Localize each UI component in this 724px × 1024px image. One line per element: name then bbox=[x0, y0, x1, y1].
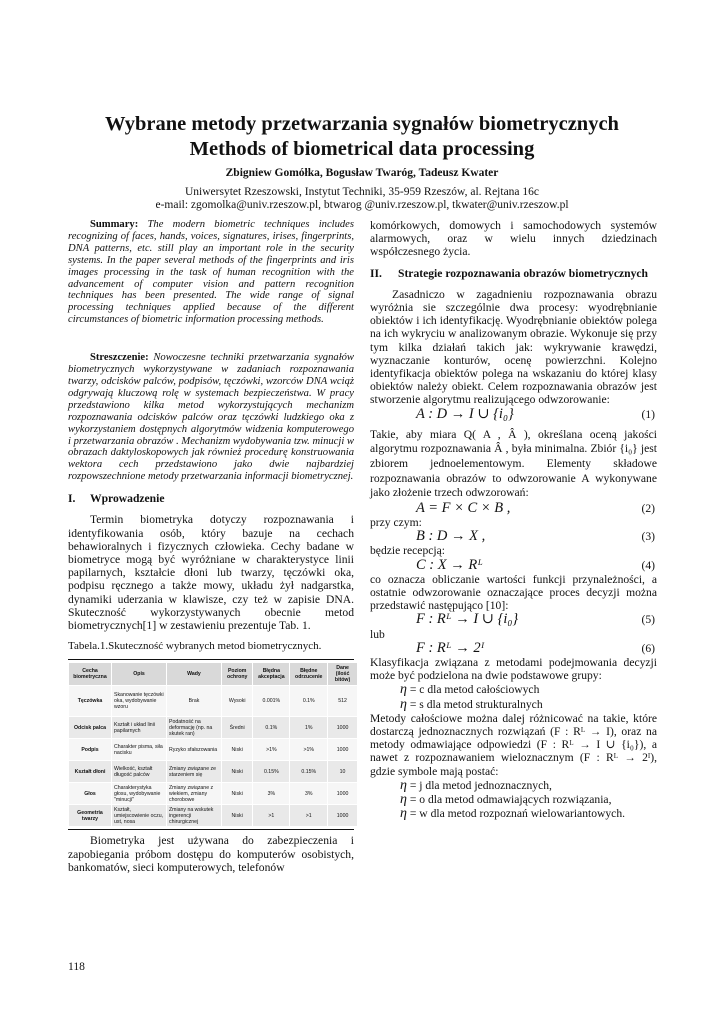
table-cell: Brak bbox=[167, 686, 222, 717]
paragraph-takie: Takie, aby miara Q( A , Â ), określana oceną jakości algorytmu rozpoznawania Â , była minimalna. Zbiór {i₀} jest zbiorem jednoelementowym. Elementy składowe rozpoznawania obrazów to odwzorowanie A wykonywane jako złożenie trzech odwzorowań: bbox=[370, 427, 657, 500]
table-header-cell: Cecha biometryczna bbox=[69, 663, 112, 686]
table-cell: 1% bbox=[290, 717, 328, 739]
left-column bbox=[68, 219, 354, 874]
paragraph-metody: Metody całościowe można dalej różnicować na takie, które dostarczą jednoznacznych rozwiązań (F : Rᴸ → I), oraz na metody odmawiające odpowiedzi (F : Rᴸ → I ∪ {i₀}), a nawet z rozpoznawaniem wieloznacznym (F : Rᴸ → 2ᴵ), gdzie symbole mają postać: bbox=[370, 711, 657, 778]
table-cell: >1 bbox=[253, 805, 290, 827]
table-cell: 0.1% bbox=[253, 717, 290, 739]
equation-4 bbox=[370, 556, 657, 573]
authors: Zbigniew Gomółka, Bogusław Twaróg, Tadeusz Kwater bbox=[225, 167, 499, 179]
equation-2-number: (2) bbox=[641, 501, 655, 515]
continued-paragraph: komórkowych, domowych i samochodowych systemów alarmowych, oraz w wielu innych dziedzinach współczesnego życia. bbox=[370, 219, 657, 259]
table-cell: Podatność na deformację (np. na skutek ran) bbox=[167, 717, 222, 739]
section-1-paragraph-2: Biometryka jest używana do zabezpieczenia i zapobiegania próbom dostępu do komputerów osobistych, bankomatów, sieci komputerowych, telefonów bbox=[68, 834, 354, 874]
eta-symbol: η bbox=[400, 777, 407, 793]
streszczenie-text: Nowoczesne techniki przetwarzania sygnałów biometrycznych wykorzystywane w zadaniach rozpoznawania twarzy, odcisków palców, podpisów, tęczówki, wzorców DNA wciąż odgrywają kluczową rolę w systemach bezpieczeństwa. W pracy przedstawiono kilka metod wykorzystujących mechanizm rozpoznawania odcisków palców oraz tęczówki ludzkiego oka z wykorzystaniem dostępnych algorytmów widzenia komputerowego i przetwarzania obrazów . Mechanizm wydobywania tzw. minucji w obrazach daktyloskopowych jak również procedurę konstruowania wektora cech przedstawiono jako dwie najbardziej rozpowszechnione metody przetwarzania informacji biometrycznej. bbox=[68, 352, 354, 483]
table-cell: >1% bbox=[290, 739, 328, 761]
table-header-row bbox=[69, 663, 358, 686]
equation-3 bbox=[370, 530, 657, 543]
text-bedzie-recepcja: będzie recepcją: bbox=[370, 544, 445, 558]
table-cell: Zmiany związane ze starzeniem się bbox=[167, 761, 222, 783]
table-cell: 0.15% bbox=[290, 761, 328, 783]
table-header-cell: Błędna akceptacja bbox=[253, 663, 290, 686]
equation-2 bbox=[370, 499, 657, 516]
table-cell: Ryzyko sfałszowania bbox=[167, 739, 222, 761]
table-row bbox=[69, 783, 358, 805]
biometric-methods-table bbox=[68, 662, 358, 827]
table-header-cell: Wady bbox=[167, 663, 222, 686]
equation-6-formula: F : Rᴸ → 2ᴵ bbox=[416, 639, 485, 656]
section-1-title: Wprowadzenie bbox=[90, 492, 165, 506]
table-cell: Niski bbox=[222, 761, 253, 783]
paragraph-klasyfikacja: Klasyfikacja związana z metodami podejmowania decyzji może być podzielona na dwie podstawowe grupy: bbox=[370, 656, 657, 683]
table-cell: 1000 bbox=[328, 717, 358, 739]
symbol-line-2 bbox=[370, 698, 657, 711]
symbol-line-3-text: = j dla metod jednoznacznych, bbox=[409, 778, 552, 792]
table-cell: Tęczówka bbox=[69, 686, 112, 717]
header-block bbox=[0, 112, 724, 212]
table-cell: 0.15% bbox=[253, 761, 290, 783]
section-2-title: Strategie rozpoznawania obrazów biometrycznych bbox=[398, 266, 648, 280]
symbol-line-2-text: = s dla metod strukturalnych bbox=[409, 697, 543, 711]
table-cell: Zmiany związane z wiekiem, zmiany chorobowe bbox=[167, 783, 222, 805]
table-cell: 0.1% bbox=[290, 686, 328, 717]
table-cell: Niski bbox=[222, 805, 253, 827]
table-cell: Kształt i układ linii papilarnych bbox=[112, 717, 167, 739]
symbol-line-5 bbox=[370, 807, 657, 820]
equation-2-formula: A = F × C × B , bbox=[416, 499, 511, 516]
table-row bbox=[69, 805, 358, 827]
table-cell: Kształt dłoni bbox=[69, 761, 112, 783]
table-cell: Skanowanie tęczówki oka, wydobywanie wzoru bbox=[112, 686, 167, 717]
table-cell: 3% bbox=[290, 783, 328, 805]
table-cell: 1000 bbox=[328, 739, 358, 761]
equation-1 bbox=[370, 405, 657, 422]
table-header-cell: Opis bbox=[112, 663, 167, 686]
table-cell: Średni bbox=[222, 717, 253, 739]
table-caption: Tabela.1.Skuteczność wybranych metod biometrycznych. bbox=[68, 640, 322, 653]
eta-symbol: η bbox=[400, 792, 407, 808]
symbol-line-4-text: = o dla metod odmawiających rozwiązania, bbox=[409, 793, 612, 807]
eta-symbol: η bbox=[400, 682, 407, 698]
affiliation: Uniwersytet Rzeszowski, Instytut Techniki, 35-959 Rzeszów, al. Rejtana 16c bbox=[184, 186, 540, 198]
equation-5 bbox=[370, 613, 657, 626]
table-cell: Wysoki bbox=[222, 686, 253, 717]
right-column bbox=[370, 219, 657, 821]
section-1-paragraph: Termin biometryka dotyczy rozpoznawania i identyfikowania osób, który bazuje na cechach behawioralnych i fizycznych człowieka. Cechy badane w biometryce mogą być wyróżniane w charakterystyce linii papilarnych, kształcie dłoni lub twarzy, tęczówki oka, podpisu ręcznego a także mowy, układu żył nadgarstka, dynamiki uderzania w klawisze, czy też w zapisie DNA. Skuteczność wykorzystywanych obecnie metod biometrycznych[1] w zestawieniu prezentuje Tab. 1. bbox=[68, 513, 354, 632]
equation-6 bbox=[370, 639, 657, 656]
table-cell: 10 bbox=[328, 761, 358, 783]
symbol-line-1 bbox=[370, 683, 657, 696]
equation-3-formula: B : D → X , bbox=[416, 528, 486, 545]
table-cell: 3% bbox=[253, 783, 290, 805]
symbol-line-4 bbox=[370, 793, 657, 806]
paper-title-polish: Wybrane metody przetwarzania sygnałów biometrycznych bbox=[105, 113, 619, 135]
table-cell: >1 bbox=[290, 805, 328, 827]
equation-4-number: (4) bbox=[641, 558, 655, 572]
equation-3-number: (3) bbox=[641, 530, 655, 544]
paragraph-co-oznacza: co oznacza obliczanie wartości funkcji przynależności, a ostatnie odwzorowanie oznaczające proces decyzji można przedstawić następująco [10]: bbox=[370, 572, 657, 613]
equation-6-number: (6) bbox=[641, 641, 655, 655]
summary-label: Summary: bbox=[90, 219, 139, 230]
eta-symbol: η bbox=[400, 806, 407, 822]
table-frame bbox=[68, 659, 354, 830]
section-2-number: II. bbox=[370, 266, 382, 280]
symbol-line-5-text: = w dla metod rozpoznań wielowariantowych. bbox=[409, 807, 626, 821]
equation-4-formula: C : X → Rᴸ bbox=[416, 556, 484, 573]
eta-symbol: η bbox=[400, 696, 407, 712]
table-cell: 1000 bbox=[328, 805, 358, 827]
table-header-cell: Poziom ochrony bbox=[222, 663, 253, 686]
symbol-line-3 bbox=[370, 779, 657, 792]
summary-abstract bbox=[68, 219, 354, 326]
table-cell: Odcisk palca bbox=[69, 717, 112, 739]
streszczenie-label: Streszczenie: bbox=[90, 352, 149, 364]
table-row bbox=[69, 739, 358, 761]
table-cell: Geometria twarzy bbox=[69, 805, 112, 827]
email-line: e-mail: zgomolka@univ.rzeszow.pl, btwarog @univ.rzeszow.pl, tkwater@univ.rzeszow.pl bbox=[155, 199, 569, 211]
table-cell: Niski bbox=[222, 783, 253, 805]
table-cell: Podpis bbox=[69, 739, 112, 761]
table-cell: Głos bbox=[69, 783, 112, 805]
table-cell: >1% bbox=[253, 739, 290, 761]
text-przy-czym: przy czym: bbox=[370, 516, 422, 530]
table-cell: Charakter pisma, siła nacisku bbox=[112, 739, 167, 761]
table-cell: Wielkość, kształt długość palców bbox=[112, 761, 167, 783]
section-1-heading bbox=[68, 492, 354, 505]
table-row bbox=[69, 717, 358, 739]
summary-text: The modern biometric techniques includes recognizing of faces, hands, voices, signatures, irises, fingerprints, DNA patterns, etc. still play an important role in the security systems. In the paper several methods of the fingerprints and iris images processing in the task of human recognition with the advancement of computer vision and pattern recognition techniques has been presented. The wide range of signal processing techniques applied because of the different circumstances of biometric information processing methods. bbox=[68, 219, 355, 326]
table-row bbox=[69, 686, 358, 717]
table-cell: 512 bbox=[328, 686, 358, 717]
table-cell: Zmiany na wskutek ingerencji chirurgicznej bbox=[167, 805, 222, 827]
table-cell: 0.001% bbox=[253, 686, 290, 717]
equation-5-number: (5) bbox=[641, 613, 655, 627]
paper-title-english: Methods of biometrical data processing bbox=[189, 138, 535, 160]
section-1-number: I. bbox=[68, 492, 76, 506]
table-cell: 1000 bbox=[328, 783, 358, 805]
table-row bbox=[69, 761, 358, 783]
equation-1-formula: A : D → I ∪ {i₀} bbox=[416, 405, 514, 422]
equation-5-formula: F : Rᴸ → I ∪ {i₀} bbox=[416, 611, 519, 628]
streszczenie-abstract bbox=[68, 352, 354, 483]
table-cell: Charakterystyka głosu, wydobywanie "minucji" bbox=[112, 783, 167, 805]
table-header-cell: Błędne odrzucenie bbox=[290, 663, 328, 686]
table-cell: Kształt, umiejscowienie oczu, ust, nosa bbox=[112, 805, 167, 827]
table-cell: Niski bbox=[222, 739, 253, 761]
symbol-line-1-text: = c dla metod całościowych bbox=[409, 683, 540, 697]
page-number: 118 bbox=[68, 960, 85, 973]
section-2-paragraph: Zasadniczo w zagadnieniu rozpoznawania obrazu wyróżnia sie szczególnie dwa procesy: wyodrębnianie obiektów i ich identyfikację. Wyodrębnianie obiektów polega na ich wykryciu w analizowanym obrazie. Wykonuje się przy tym kilka działań takich jak: wykrywanie krawędzi, wyznaczanie konturów, ocenę powierzchni. Kolejno identyfikacja obiektów polega na wskazaniu do której klasy obiektów należy obiekt. Celem rozpoznawania obrazów jest stworzenie algorytmu realizującego odwzorowanie: bbox=[370, 287, 657, 407]
equation-1-number: (1) bbox=[641, 407, 655, 421]
table-header-cell: Dane (ilość bitów) bbox=[328, 663, 358, 686]
text-lub: lub bbox=[370, 627, 385, 641]
section-2-heading bbox=[370, 267, 657, 280]
